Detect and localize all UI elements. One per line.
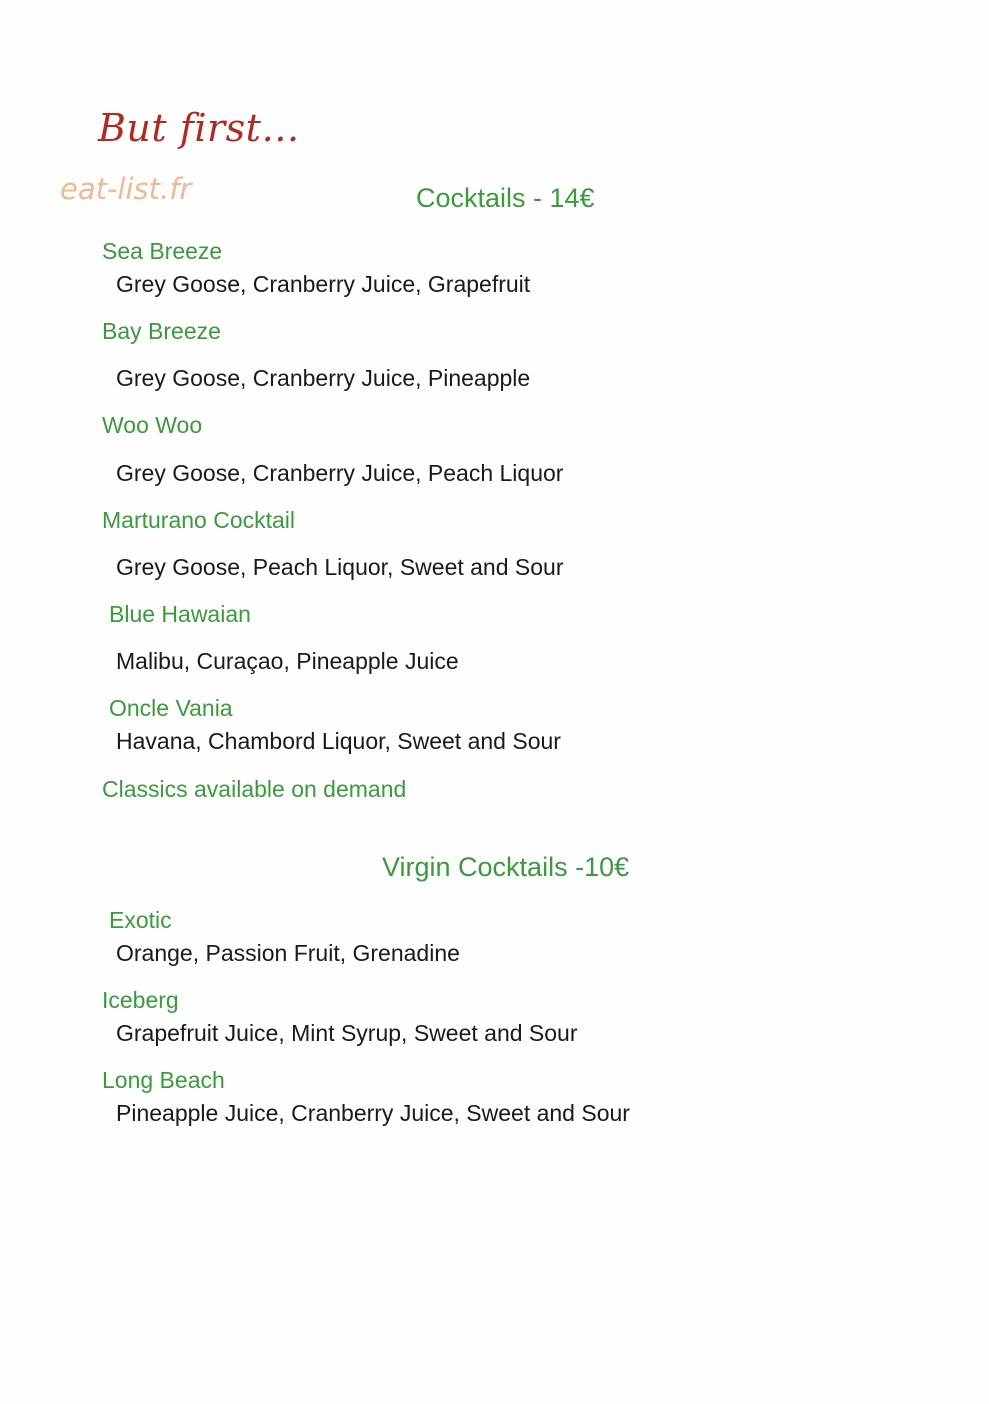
cocktail-name-marturano: Marturano Cocktail xyxy=(102,507,296,533)
script-title: But first… xyxy=(98,106,300,150)
virgin-desc-exotic: Orange, Passion Fruit, Grenadine xyxy=(116,940,460,966)
cocktail-desc-sea-breeze: Grey Goose, Cranberry Juice, Grapefruit xyxy=(116,271,531,297)
cocktails-section-title: Cocktails - 14€ xyxy=(416,183,595,213)
cocktail-name-sea-breeze: Sea Breeze xyxy=(102,238,223,264)
watermark: eat-list.fr xyxy=(60,172,192,206)
cocktail-desc-blue-hawaian: Malibu, Curaçao, Pineapple Juice xyxy=(116,648,459,674)
virgin-section-title: Virgin Cocktails -10€ xyxy=(382,852,630,882)
cocktail-desc-marturano: Grey Goose, Peach Liquor, Sweet and Sour xyxy=(116,554,564,580)
cocktail-name-blue-hawaian: Blue Hawaian xyxy=(109,601,251,627)
cocktail-name-woo-woo: Woo Woo xyxy=(102,412,203,438)
cocktail-desc-woo-woo: Grey Goose, Cranberry Juice, Peach Liquor xyxy=(116,460,564,486)
virgin-name-long-beach: Long Beach xyxy=(102,1067,225,1093)
classics-note: Classics available on demand xyxy=(102,776,407,802)
virgin-desc-long-beach: Pineapple Juice, Cranberry Juice, Sweet and Sour xyxy=(116,1100,630,1126)
virgin-name-exotic: Exotic xyxy=(109,907,172,933)
virgin-name-iceberg: Iceberg xyxy=(102,987,179,1013)
virgin-desc-iceberg: Grapefruit Juice, Mint Syrup, Sweet and Sour xyxy=(116,1020,578,1046)
cocktail-name-bay-breeze: Bay Breeze xyxy=(102,318,221,344)
cocktail-name-oncle-vania: Oncle Vania xyxy=(109,695,233,721)
cocktail-desc-oncle-vania: Havana, Chambord Liquor, Sweet and Sour xyxy=(116,728,561,754)
cocktail-desc-bay-breeze: Grey Goose, Cranberry Juice, Pineapple xyxy=(116,365,531,391)
